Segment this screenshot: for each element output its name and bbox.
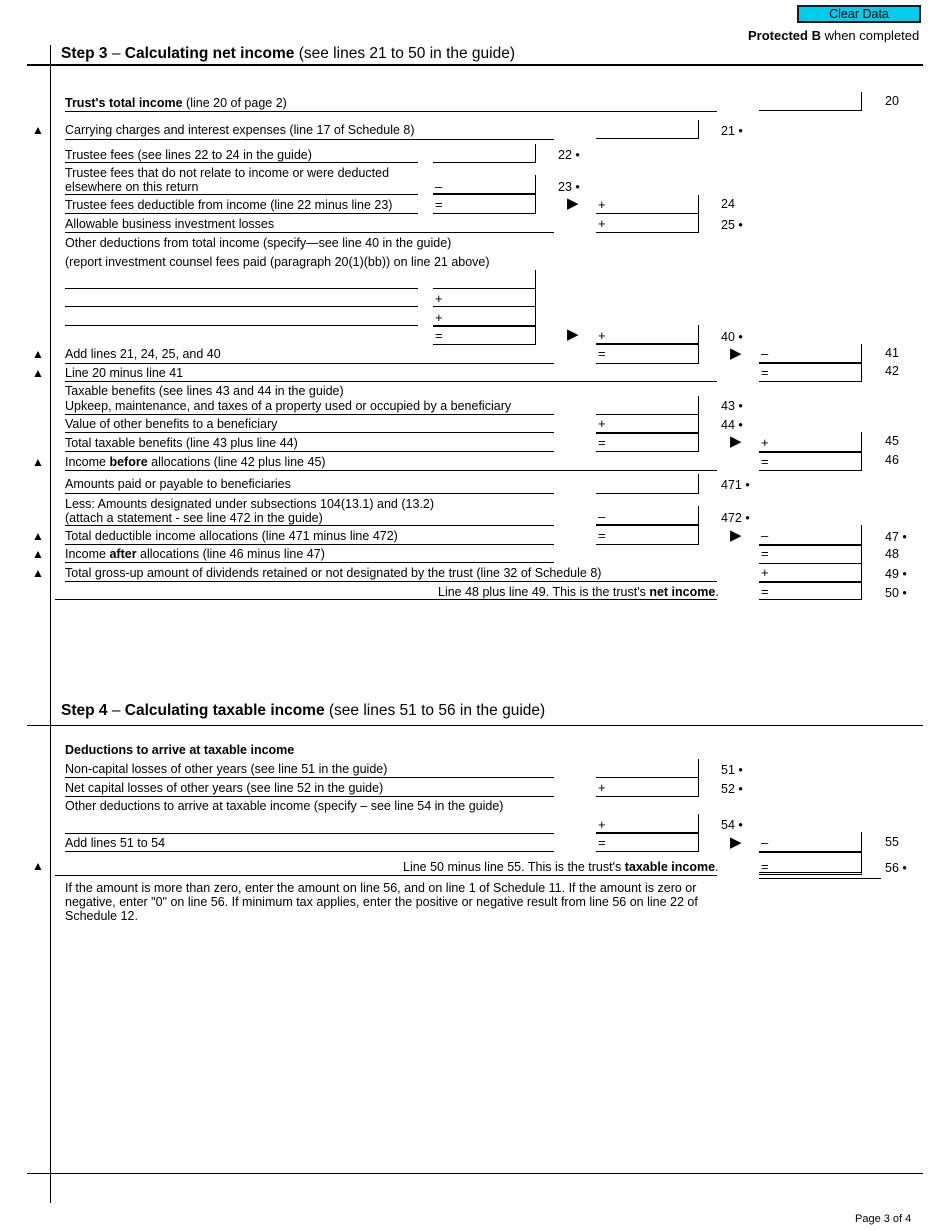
line45-arrow-icon: ▶ [730,433,742,450]
line24-field[interactable] [596,195,699,214]
other-deductions-label-a: Other deductions from total income (specify—see line 40 in the guide) [65,236,452,250]
step4-label: Step 4 [61,702,108,719]
line44-label: Value of other benefits to a beneficiary [65,417,278,431]
line471-number: 471 • [721,478,750,492]
line41-marker-triangle-icon: ▲ [32,347,44,361]
line42-number: 42 [885,364,899,378]
line48-label-b: allocations (line 46 minus line 47) [136,547,325,561]
line42-marker-triangle-icon: ▲ [32,366,44,380]
line471-label: Amounts paid or payable to beneficiaries [65,477,291,491]
line20-number: 20 [885,94,899,108]
other-deduction-plus-1: + [435,291,443,306]
line21-label: Carrying charges and interest expenses (line 17 of Schedule 8) [65,123,415,137]
line472-number: 472 • [721,511,750,525]
line22-field[interactable] [433,144,536,163]
line54-number: 54 • [721,818,743,832]
protected-b-rest: when completed [820,28,920,43]
taxable-benefits-heading: Taxable benefits (see lines 43 and 44 in the guide) [65,384,344,398]
step3-bottom-rule [55,599,717,600]
line56-number: 56 • [885,861,907,875]
protected-b-label [748,29,919,43]
line22-number: 22 • [558,148,580,162]
line51-field[interactable] [596,759,699,778]
line55-calc-field[interactable] [596,834,699,852]
line46-marker-triangle-icon: ▲ [32,455,44,469]
line45-equals: = [598,435,606,450]
line42-leader [65,381,717,382]
line472-field[interactable] [596,506,699,526]
line23-field[interactable] [433,175,536,195]
line56-label-a: Line 50 minus line 55. This is the trust's [403,860,625,874]
line50-label-b: . [715,585,719,599]
line56-label-bold: taxable income [624,860,716,874]
other-deduction-total[interactable] [433,344,536,345]
line51-label: Non-capital losses of other years (see line 51 in the guide) [65,762,388,776]
line55-leader [65,851,554,852]
line47-equals: = [598,528,606,543]
line55-minus: – [761,835,769,850]
line24-leader [65,213,418,214]
line49-label: Total gross-up amount of dividends retained or not designated by the trust (line 32 of Schedule 8) [65,566,602,580]
line44-plus: + [598,416,606,431]
line21-field[interactable] [596,120,699,139]
step4-dash: – [107,702,125,719]
line48-label-bold: after [109,547,137,561]
deductions-heading: Deductions to arrive at taxable income [65,743,295,757]
line24-arrow-icon: ▶ [567,195,579,212]
other-deductions-field-edge [535,270,536,344]
line41-label: Add lines 21, 24, 25, and 40 [65,347,221,361]
page-number: Page 3 of 4 [855,1213,912,1225]
line22-leader [65,162,418,163]
line46-label-bold: before [109,455,148,469]
line25-plus: + [598,216,606,231]
line46-field[interactable] [759,453,862,471]
line472-minus: – [598,509,606,524]
step4-bottom-rule [55,875,717,876]
line54-label: Other deductions to arrive at taxable income (specify – see line 54 in the guide) [65,799,504,813]
line25-leader [65,232,554,233]
line23-number: 23 • [558,180,580,194]
step3-title-rule [27,64,923,66]
line44-field[interactable] [596,414,699,434]
line21-marker-triangle-icon: ▲ [32,123,44,137]
line42-label: Line 20 minus line 41 [65,366,184,380]
line47-field[interactable] [759,525,862,546]
line47-number: 47 • [885,530,907,544]
line46-label [65,455,326,469]
line23-minus: – [435,179,443,194]
line472-label-b: (attach a statement - see line 472 in the guide) [65,511,323,525]
line21-number: 21 • [721,124,743,138]
step3-name: Calculating net income [124,45,295,62]
line43-label: Upkeep, maintenance, and taxes of a property used or occupied by a beneficiary [65,399,512,413]
line40-field[interactable] [596,325,699,345]
line55-number: 55 [885,835,899,849]
line46-leader [65,470,717,471]
footer-rule [27,1173,923,1174]
other-deduction-spec-3[interactable] [65,325,418,326]
step4-name: Calculating taxable income [124,702,325,719]
step3-dash: – [107,45,125,62]
line471-leader [65,493,554,494]
line40-arrow-icon: ▶ [567,326,579,343]
line24-equals: = [435,197,443,212]
line46-label-a: Income [65,455,110,469]
line25-label: Allowable business investment losses [65,217,275,231]
line24-plus: + [598,197,606,212]
line56-label [403,860,719,874]
line55-equals: = [598,835,606,850]
trust-total-bold: Trust's total income [65,96,183,110]
line49-marker-triangle-icon: ▲ [32,566,44,580]
line47-minus: – [761,528,769,543]
line41-field[interactable] [759,344,862,364]
line46-label-b: allocations (line 42 plus line 45) [147,455,326,469]
line45-label: Total taxable benefits (line 43 plus line 44) [65,436,298,450]
line23-label-b: elsewhere on this return [65,180,199,194]
line23-leader [65,194,418,195]
line50-number: 50 • [885,586,907,600]
other-deduction-spec-2[interactable] [65,306,418,307]
line44-leader [65,432,554,433]
line43-leader [65,414,554,415]
line47-marker-triangle-icon: ▲ [32,529,44,543]
line56-equals: = [761,859,769,874]
line41-arrow-icon: ▶ [730,345,742,362]
line46-equals: = [761,454,769,469]
line49-number: 49 • [885,567,907,581]
line42-field[interactable] [759,364,862,382]
line54-spec-field[interactable] [65,833,554,834]
other-deduction-equals: = [435,328,443,343]
line50-field[interactable] [759,583,862,600]
line55-field[interactable] [759,832,862,853]
line54-plus: + [598,817,606,832]
line49-field[interactable] [759,564,862,583]
step4-title-rule [27,725,923,726]
line51-leader [65,777,554,778]
line20-field[interactable] [759,92,862,111]
line22-label: Trustee fees (see lines 22 to 24 in the guide) [65,148,312,162]
line47-leader [65,544,554,545]
line41-minus: – [761,346,769,361]
line25-field[interactable] [596,214,699,233]
step3-guide-ref: (see lines 21 to 50 in the guide) [294,45,516,62]
other-deduction-plus-2: + [435,310,443,325]
step4-guide-ref: (see lines 51 to 56 in the guide) [324,702,546,719]
line49-plus: + [761,565,769,580]
line41-calc-field[interactable] [596,345,699,364]
line48-field[interactable] [759,546,862,564]
line52-label: Net capital losses of other years (see line 52 in the guide) [65,781,384,795]
line56-field[interactable] [759,853,862,875]
line24-number: 24 [721,197,735,211]
line21-leader [65,139,554,140]
other-deduction-spec-1[interactable] [65,288,418,289]
left-margin-rule [50,45,51,1203]
line42-equals: = [761,365,769,380]
line46-number: 46 [885,453,899,467]
line56-instructions: If the amount is more than zero, enter the amount on line 56, and on line 1 of Schedule 11. If the amount is zero or negative, enter "0" on line 56. If minimum tax applies, enter the positive or negative result from line 56 on line 22 of Schedule 12. [65,881,698,923]
line54-field[interactable] [596,814,699,834]
line47-calc-field[interactable] [596,526,699,545]
line47-arrow-icon: ▶ [730,527,742,544]
line50-label [438,585,719,599]
line41-leader [65,363,554,364]
other-deduction-amount-1[interactable] [433,288,536,289]
line55-label: Add lines 51 to 54 [65,836,166,850]
line45-plus: + [761,435,769,450]
other-deductions-label-b: (report investment counsel fees paid (paragraph 20(1)(bb)) on line 21 above) [65,255,490,269]
line52-plus: + [598,780,606,795]
line25-number: 25 • [721,218,743,232]
line44-number: 44 • [721,418,743,432]
protected-b-bold: Protected B [748,28,821,43]
line50-label-a: Line 48 plus line 49. This is the trust's [438,585,650,599]
line50-label-bold: net income [649,585,716,599]
line51-number: 51 • [721,763,743,777]
line52-field[interactable] [596,778,699,797]
trust-total-rest: (line 20 of page 2) [182,96,287,110]
line43-field[interactable] [596,396,699,415]
line52-leader [65,796,554,797]
line45-leader [65,451,554,452]
line56-marker-triangle-icon: ▲ [32,859,44,873]
line48-label [65,547,325,561]
line48-label-a: Income [65,547,110,561]
line472-label-a: Less: Amounts designated under subsections 104(13.1) and (13.2) [65,497,434,511]
line471-field[interactable] [596,474,699,494]
line48-number: 48 [885,547,899,561]
step4-title [61,702,545,720]
line43-number: 43 • [721,399,743,413]
line20-leader [65,111,717,112]
line41-equals: = [598,346,606,361]
line24-label: Trustee fees deductible from income (line 22 minus line 23) [65,198,393,212]
other-deduction-amount-2[interactable] [433,306,536,307]
line55-arrow-icon: ▶ [730,834,742,851]
line52-number: 52 • [721,782,743,796]
line45-number: 45 [885,434,899,448]
line24-calc-field[interactable] [433,195,536,214]
trust-total-income-label [65,96,287,110]
line41-number: 41 [885,346,899,360]
line48-marker-triangle-icon: ▲ [32,547,44,561]
line48-equals: = [761,546,769,561]
line50-equals: = [761,584,769,599]
line56-label-b: . [715,860,719,874]
line472-leader [65,525,554,526]
line56-double-underline [759,878,881,879]
line47-label: Total deductible income allocations (line 471 minus line 472) [65,529,398,543]
line45-field[interactable] [759,432,862,453]
line40-number: 40 • [721,330,743,344]
line45-calc-field[interactable] [596,434,699,452]
step3-title [61,45,515,63]
line48-leader [65,562,554,563]
line40-plus: + [598,328,606,343]
line49-leader [65,581,717,582]
clear-data-button[interactable]: Clear Data [797,5,921,23]
other-deduction-amount-3[interactable] [433,325,536,327]
line23-label-a: Trustee fees that do not relate to income or were deducted [65,166,390,180]
step3-label: Step 3 [61,45,108,62]
